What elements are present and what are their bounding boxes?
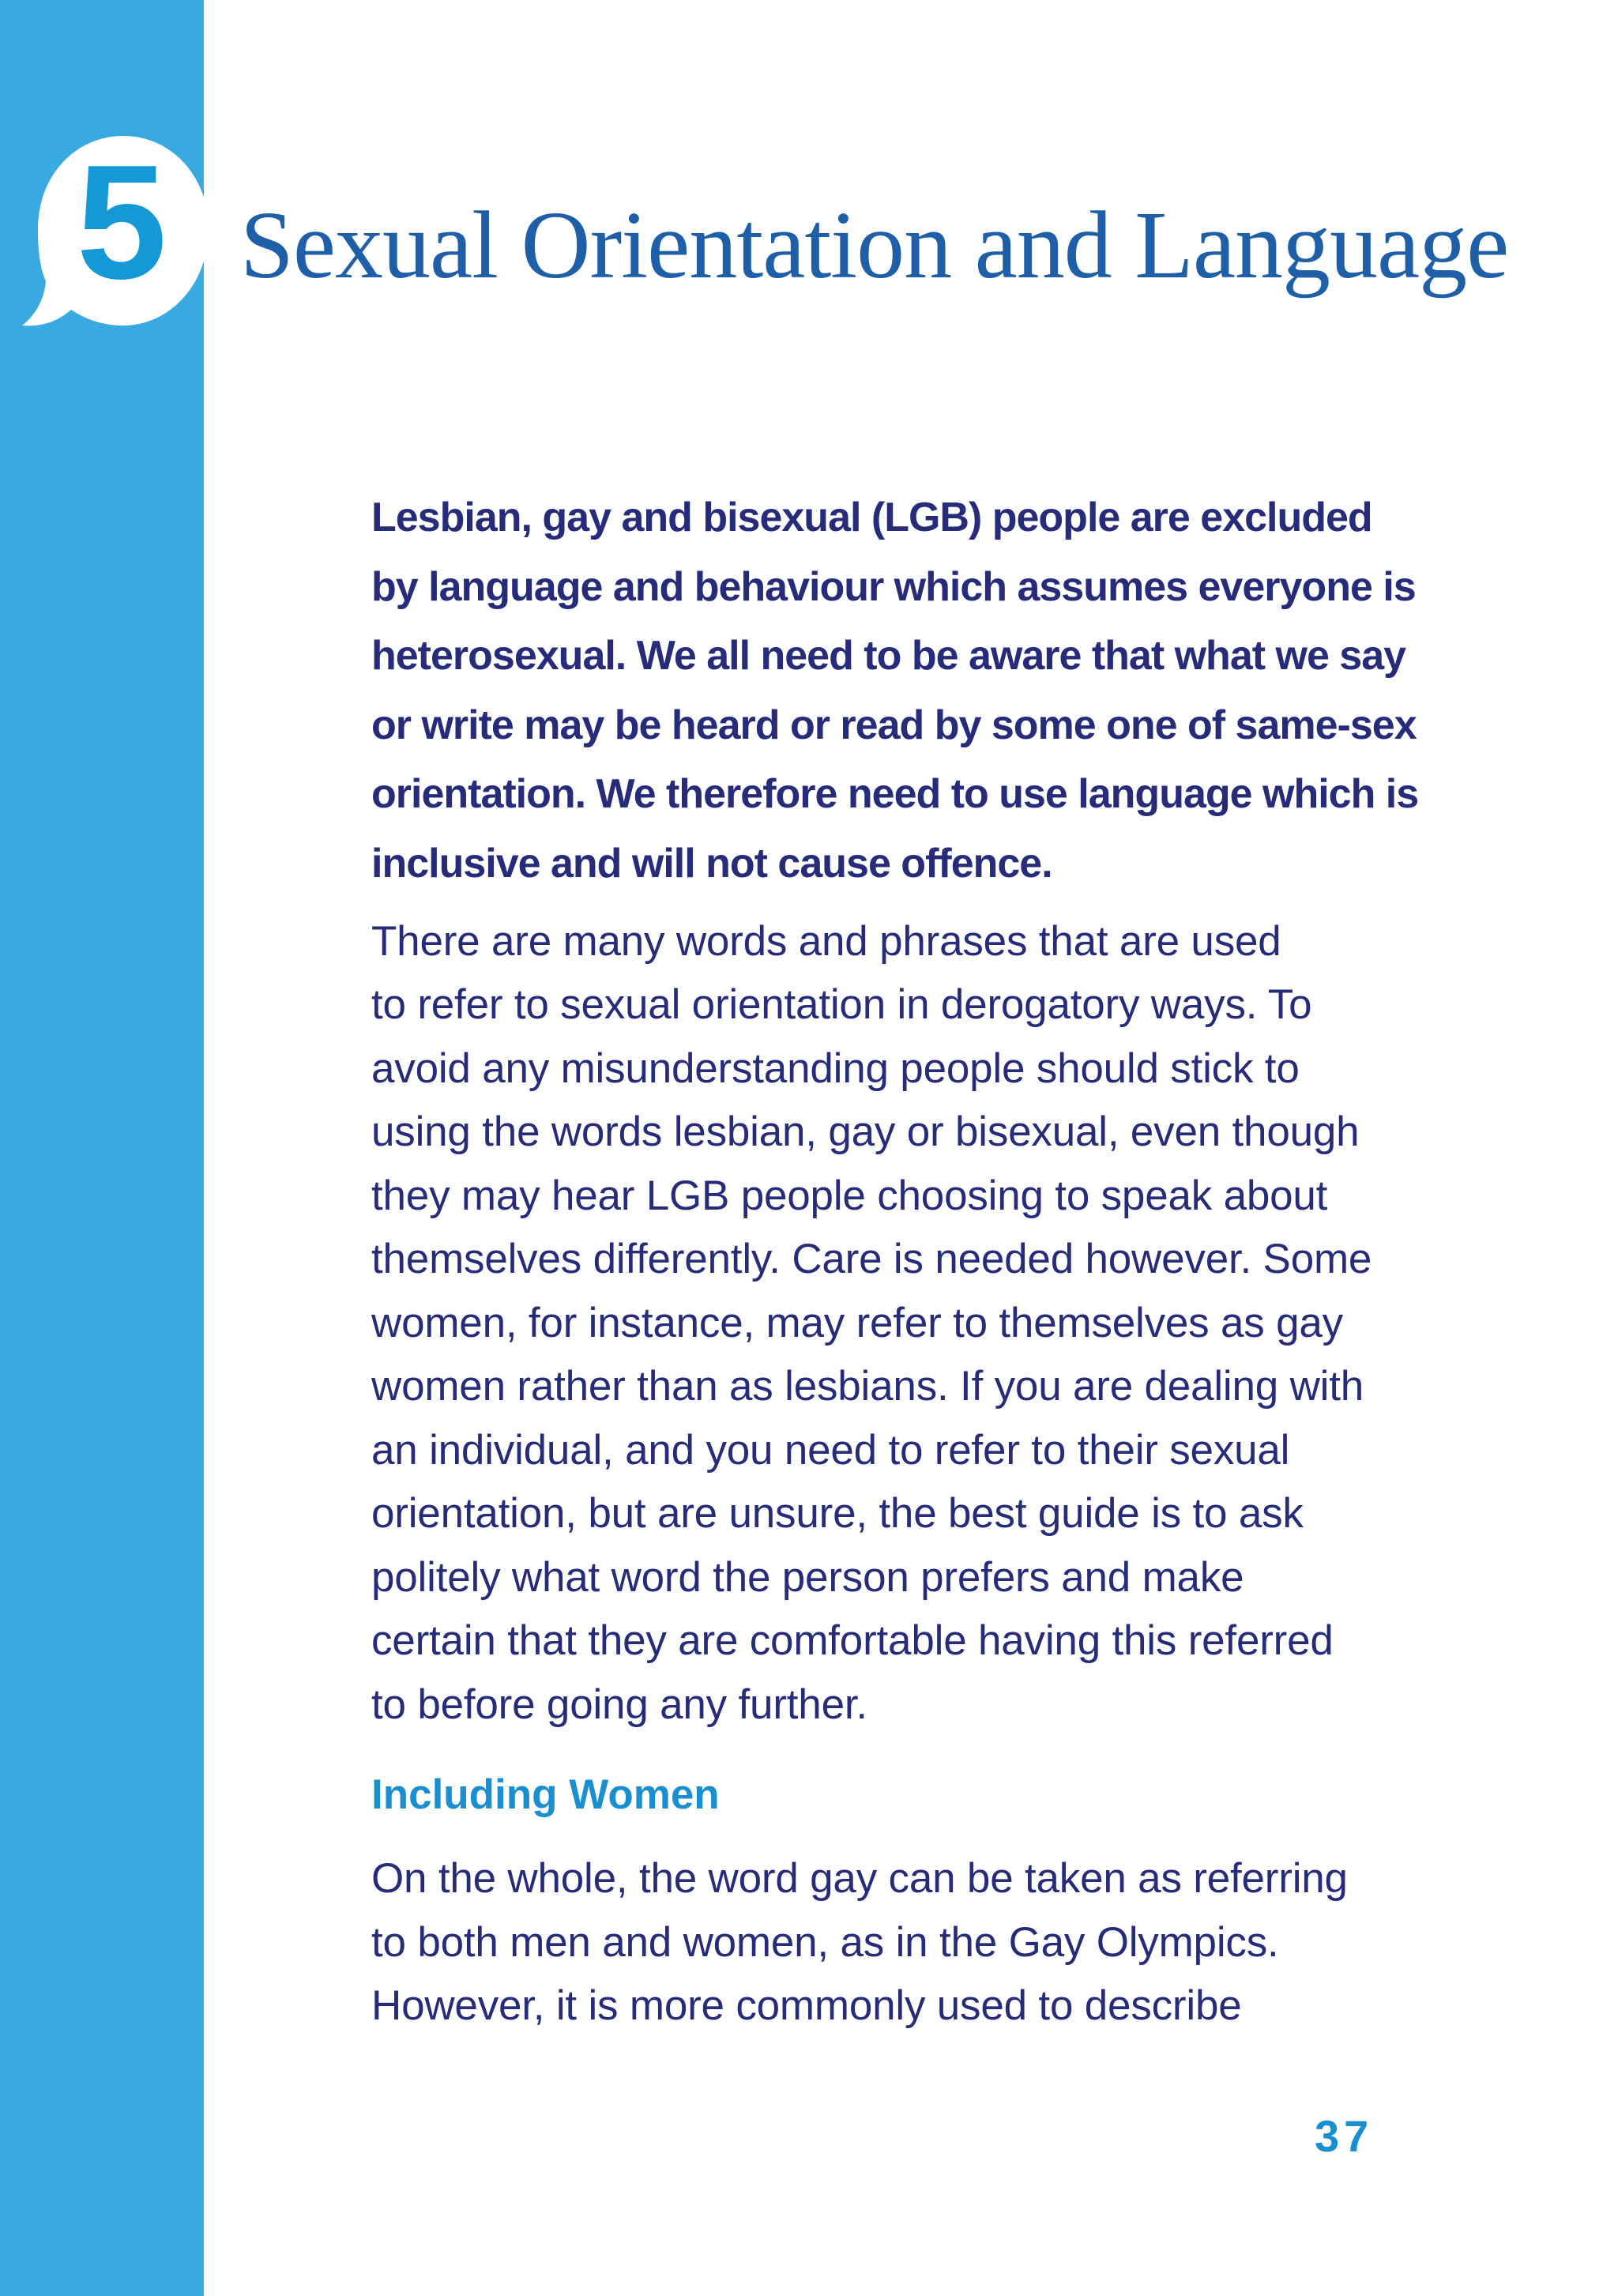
intro-line: Lesbian, gay and bisexual (LGB) people are excluded — [371, 495, 1372, 540]
intro-line: by language and behaviour which assumes everyone is — [371, 563, 1416, 610]
body-line: orientation, but are unsure, the best guide is to ask — [371, 1490, 1304, 1538]
intro-line: inclusive and will not cause offence. — [371, 840, 1052, 886]
chapter-title: Sexual Orientation and Language — [240, 192, 1509, 299]
body-line: they may hear LGB people choosing to speak about — [371, 1172, 1328, 1219]
body-line: politely what word the person prefers and make — [371, 1553, 1244, 1601]
intro-paragraph — [371, 484, 1493, 899]
section-paragraph — [371, 1847, 1493, 2038]
body-line: women, for instance, may refer to themselves as gay — [371, 1299, 1343, 1346]
body-line: There are many words and phrases that are used — [371, 917, 1281, 965]
body-paragraph — [371, 910, 1493, 1737]
main-content — [371, 484, 1493, 2038]
chapter-number: 5 — [76, 131, 167, 313]
body-line: an individual, and you need to refer to their sexual — [371, 1426, 1290, 1474]
section-line: to both men and women, as in the Gay Olympics. — [371, 1918, 1279, 1966]
intro-line: heterosexual. We all need to be aware that what we say — [371, 633, 1406, 679]
body-line: to refer to sexual orientation in derogatory ways. To — [371, 981, 1312, 1029]
body-line: certain that they are comfortable having this referred — [371, 1617, 1334, 1665]
section-heading: Including Women — [371, 1771, 720, 1819]
intro-line: orientation. We therefore need to use language which is — [371, 771, 1419, 818]
body-line: themselves differently. Care is needed however. Some — [371, 1236, 1372, 1283]
body-line: avoid any misunderstanding people should stick to — [371, 1044, 1300, 1092]
body-line: women rather than as lesbians. If you are dealing with — [371, 1363, 1364, 1410]
body-line: using the words lesbian, gay or bisexual, even though — [371, 1108, 1360, 1156]
page-number: 37 — [1315, 2111, 1374, 2161]
body-line: to before going any further. — [371, 1681, 867, 1728]
section-line: On the whole, the word gay can be taken as referring — [371, 1855, 1348, 1903]
intro-line: or write may be heard or read by some one of same-sex — [371, 702, 1417, 748]
section-line: However, it is more commonly used to describe — [371, 1982, 1242, 2030]
